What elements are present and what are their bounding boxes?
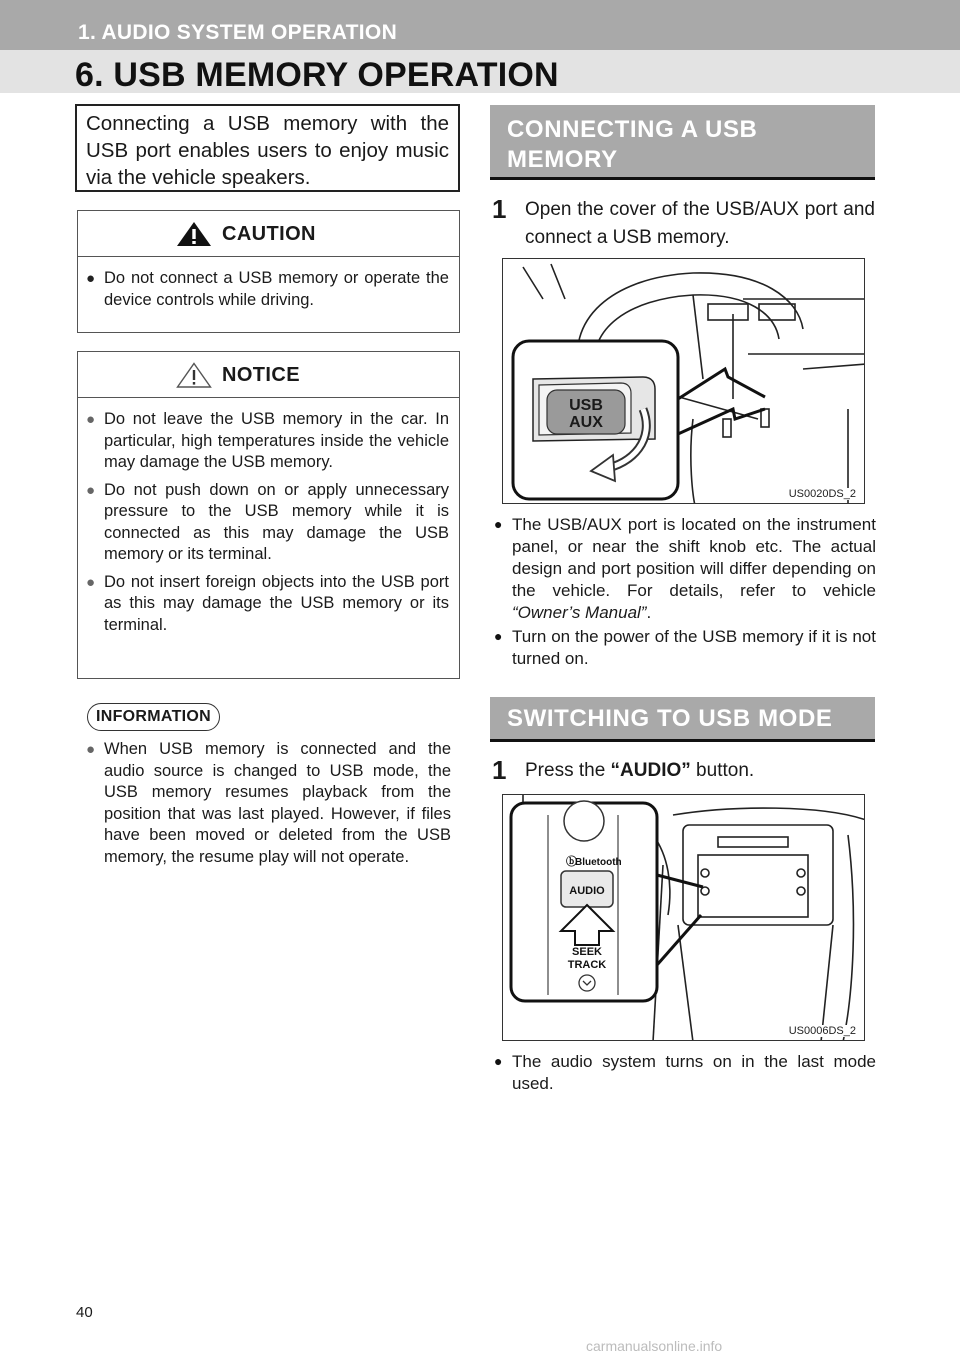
switching-heading [490, 697, 875, 742]
step-text: Open the cover of the USB/AUX port and connect a USB memory. [525, 199, 875, 248]
bullet-icon: ● [86, 411, 96, 428]
audio-button-figure [502, 794, 865, 1041]
bullet-icon: ● [86, 481, 96, 499]
figure-code: US0006DS_2 [788, 1025, 856, 1037]
caution-header [78, 211, 459, 257]
caution-box [77, 210, 460, 333]
svg-text:ⓑ: ⓑ [566, 856, 577, 868]
notice-item: ● Do not insert foreign objects into the USB port as this may damage the USB memory or its terminal. [86, 572, 449, 634]
bullet-icon: ● [86, 741, 96, 758]
connecting-heading [490, 105, 875, 180]
intro-box: Connecting a USB memory with the USB port enables users to enjoy music via the vehicle speakers. [75, 104, 460, 192]
usb-port-figure [502, 258, 865, 504]
bullet-icon: ● [86, 270, 96, 287]
section-bar [0, 0, 960, 50]
fig-seek-label: SEEK [572, 946, 602, 958]
bullet-icon: ● [86, 573, 96, 591]
section-title: 1. AUDIO SYSTEM OPERATION [78, 21, 398, 44]
switching-step [492, 757, 875, 785]
fig-usb-label: USB [569, 397, 603, 414]
notice-label: NOTICE [222, 364, 300, 386]
connecting-step [492, 196, 875, 252]
step-number: 1 [492, 755, 507, 785]
information-item: ● When USB memory is connected and the audio source is changed to USB mode, the USB memory resumes playback from the position that was last played. However, if files have been moved or deleted from the USB memory, the resume play will not operate. [86, 740, 451, 866]
switching-notes [494, 1051, 876, 1097]
connecting-note: ● The USB/AUX port is located on the instrument panel, or near the shift knob etc. The actual design and port position will differ depending on the vehicle. For details, refer to vehicle “Owner’s Manual”. [494, 515, 876, 622]
information-body [86, 739, 451, 874]
connecting-notes [494, 514, 876, 672]
step-number: 1 [492, 194, 507, 224]
figure-code: US0020DS_2 [788, 488, 856, 500]
connecting-note: ● Turn on the power of the USB memory if it is not turned on. [494, 627, 876, 668]
switching-heading-text: SWITCHING TO USB MODE [507, 705, 833, 732]
audio-button-ref: “AUDIO” [610, 760, 691, 781]
page-title: 6. USB MEMORY OPERATION [75, 56, 559, 94]
owners-manual-ref: “Owner’s Manual” [512, 603, 647, 622]
fig-aux-label: AUX [569, 414, 603, 431]
notice-item: ● Do not push down on or apply unnecessary pressure to the USB memory while it is connected as this may damage the USB memory or its terminal. [86, 480, 449, 563]
notice-item: ● Do not leave the USB memory in the car. In particular, high temperatures inside the vehicle may damage the USB memory. [86, 410, 449, 471]
page-number: 40 [76, 1304, 93, 1321]
caution-label: CAUTION [222, 223, 316, 245]
fig-bluetooth-label: Bluetooth [575, 857, 622, 868]
fig-track-label: TRACK [567, 959, 607, 971]
notice-header [78, 352, 459, 398]
audio-button-illustration [503, 795, 865, 1041]
bullet-icon: ● [494, 1053, 503, 1069]
watermark-link[interactable]: carmanualsonline.info [586, 1338, 723, 1354]
bullet-icon: ● [494, 628, 503, 644]
connecting-heading-line2: MEMORY [507, 146, 618, 173]
step-text: Press the “AUDIO” button. [525, 760, 755, 781]
switching-note: ● The audio system turns on in the last mode used. [494, 1052, 876, 1093]
bullet-icon: ● [494, 516, 503, 532]
notice-box [77, 351, 460, 679]
notice-warning-icon [176, 362, 212, 388]
usb-port-illustration [503, 259, 865, 504]
information-badge: INFORMATION [87, 703, 220, 731]
warning-icon [176, 221, 212, 247]
caution-item: ● Do not connect a USB memory or operate the device controls while driving. [86, 269, 449, 309]
fig-audio-label: AUDIO [569, 885, 605, 897]
connecting-heading-line1: CONNECTING A USB [507, 116, 758, 143]
